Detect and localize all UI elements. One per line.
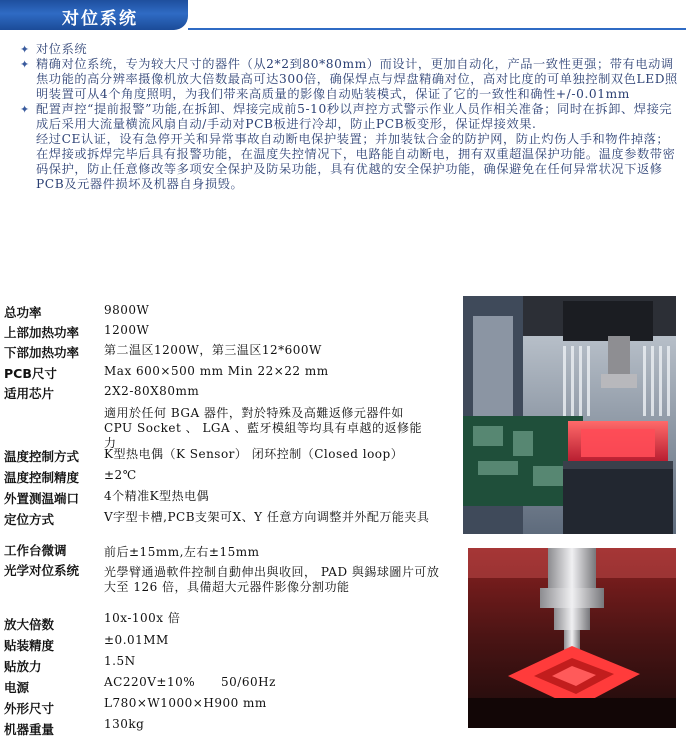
spec-label: 外形尺寸 — [4, 701, 55, 716]
section-header-bar — [0, 0, 188, 30]
spec-label: PCB尺寸 — [4, 366, 57, 381]
spec-label: 适用芯片 — [4, 386, 55, 401]
spec-label: 贴放力 — [4, 659, 42, 674]
cross-bullet-icon: ✦ — [20, 103, 30, 116]
spec-value: 1.5N — [104, 654, 136, 668]
spec-value: V字型卡槽,PCB支架可X、Y 任意方向调整并外配万能夹具 — [104, 510, 430, 524]
spec-label: 上部加热功率 — [4, 325, 80, 340]
section-title: 对位系统 — [62, 9, 138, 29]
spec-value: Max 600×500 mm Min 22×22 mm — [104, 364, 329, 378]
spec-label: 温度控制方式 — [4, 449, 80, 464]
spec-value: L780×W1000×H900 mm — [104, 696, 267, 710]
spec-label: 外置测温端口 — [4, 491, 80, 506]
spec-value: 10x-100x 倍 — [104, 611, 181, 625]
feature-item — [20, 102, 680, 132]
cross-bullet-icon: ✦ — [20, 58, 30, 71]
feature-item — [20, 132, 680, 192]
feature-text: 精确对位系统，专为较大尺寸的器件（从2*2到80*80mm）而设计，更加自动化，产品一致性更强；带有电动调焦功能的高分辨率摄像机放大倍数最高可达300倍，确保焊点与焊盘精确对位，高对比度的可单独控制双色LED照明装置可从4个角度照明，为我们带来高质量的影像自动贴装模式，保证了它的一致性和确性+/-0.01mm — [36, 57, 678, 101]
spec-value: 前后±15mm,左右±15mm — [104, 545, 260, 559]
spec-value: 9800W — [104, 303, 150, 317]
nozzle-bga-photo — [468, 548, 676, 728]
cross-bullet-icon: ✦ — [20, 43, 30, 56]
spec-value: K型热电偶（K Sensor） 闭环控制（Closed loop） — [104, 447, 404, 461]
spec-label: 工作台微调 — [4, 543, 67, 558]
spec-value: 第二温区1200W，第三温区12*600W — [104, 343, 322, 357]
feature-text: 经过CE认证，设有急停开关和异常事故自动断电保护装置；并加装钛合金的防护网，防止灼伤人手和物件掉落；在焊接或拆焊完毕后具有报警功能，在温度失控情况下，电路能自动断电，拥有双重超温保护功能。温度参数带密码保护，防止任意修改等多项安全保护及防呆功能，具有优越的安全保护功能，确保避免在任何异常状况下返修PCB及元器件损坏及机器自身损毁。 — [36, 132, 676, 191]
spec-label: 机器重量 — [4, 722, 55, 737]
nozzle-bga-illustration — [468, 548, 676, 728]
spec-label: 总功率 — [4, 305, 42, 320]
feature-list — [20, 38, 680, 192]
feature-text: 配置声控“提前报警”功能,在拆卸、焊接完成前5-10秒以声控方式警示作业人员作相关准备；同时在拆卸、焊接完成后采用大流量横流风扇自动/手动对PCB板进行冷却，防止PCB板变形，保证焊接效果. — [36, 102, 673, 131]
spec-value: 適用於任何 BGA 器件，對於特殊及高難返修元器件如 CPU Socket 、 LGA 、藍牙模組等均具有卓越的返修能力 — [104, 406, 422, 450]
machine-optics-photo — [463, 296, 676, 534]
spec-value: ±0.01MM — [104, 633, 169, 647]
spec-value: 2X2-80X80mm — [104, 384, 200, 398]
machine-optics-illustration — [463, 296, 676, 534]
spec-label: 温度控制精度 — [4, 470, 80, 485]
feature-item — [20, 57, 680, 102]
header-divider — [188, 28, 686, 30]
spec-value: ±2℃ — [104, 468, 137, 482]
spec-value: 1200W — [104, 323, 150, 337]
spec-label: 贴装精度 — [4, 638, 55, 653]
spec-value: 4个精准K型热电偶 — [104, 489, 210, 503]
spec-label: 电源 — [4, 680, 30, 695]
spec-label: 光学对位系统 — [4, 563, 80, 578]
spec-value: AC220V±10% 50/60Hz — [104, 675, 276, 689]
spec-label: 下部加热功率 — [4, 345, 80, 360]
spec-label: 定位方式 — [4, 512, 55, 527]
spec-value: 光學臂通過軟件控制自動伸出與收回， PAD 與錫球圖片可放大至 126 倍，具備超大元器件影像分割功能 — [104, 565, 440, 594]
feature-item — [20, 42, 680, 57]
spec-value: 130kg — [104, 717, 145, 731]
feature-text: 对位系统 — [36, 42, 88, 56]
spec-label: 放大倍数 — [4, 617, 55, 632]
